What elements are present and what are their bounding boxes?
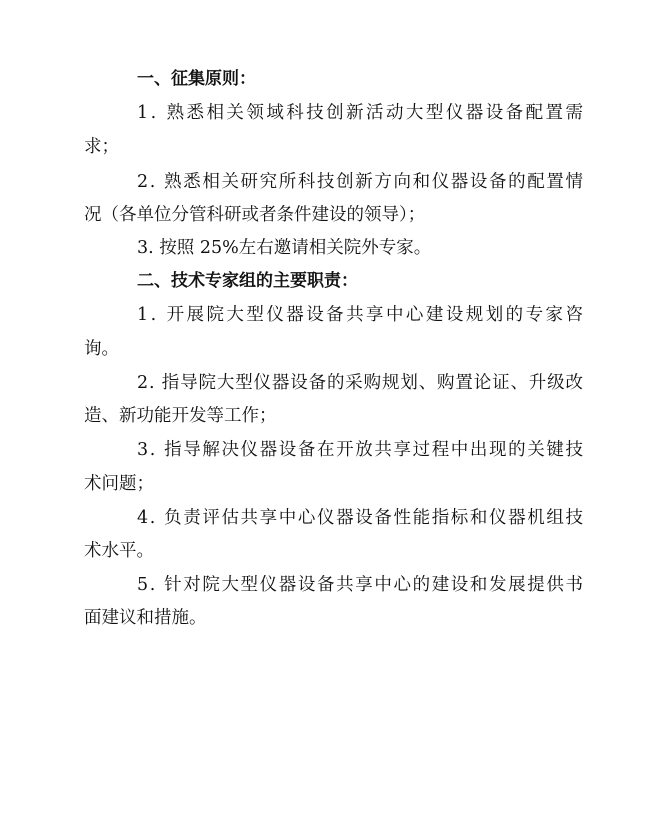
duty-item-2-line-1: 2. 指导院大型仪器设备的采购规划、购置论证、升级改 [137,373,584,393]
duty-item-4-line-2: 术水平。 [84,541,154,561]
duty-item-5-line-1: 5. 针对院大型仪器设备共享中心的建设和发展提供书 [137,575,585,595]
principle-item-2-line-2: 况（各单位分管科研或者条件建设的领导）； [84,205,426,225]
section-heading-duties: 二、技术专家组的主要职责： [137,271,358,291]
duty-item-1-line-2: 询。 [84,339,119,359]
duty-item-5-line-2: 面建议和措施。 [84,608,207,628]
duty-item-1-line-1: 1. 开展院大型仪器设备共享中心建设规划的专家咨 [137,305,586,325]
principle-item-1-line-2: 求； [84,137,119,157]
principle-item-3: 3. 按照 25%左右邀请相关院外专家。 [137,238,432,258]
duty-item-2-line-2: 造、新功能开发等工作； [84,406,277,426]
duty-item-3-line-2: 术问题； [84,474,154,494]
principle-item-2-line-1: 2. 熟悉相关研究所科技创新方向和仪器设备的配置情 [137,172,585,192]
principle-item-1-line-1: 1. 熟悉相关领域科技创新活动大型仪器设备配置需 [137,103,586,123]
duty-item-4-line-1: 4. 负责评估共享中心仪器设备性能指标和仪器机组技 [137,508,585,528]
duty-item-3-line-1: 3. 指导解决仪器设备在开放共享过程中出现的关键技 [137,440,585,460]
section-heading-principles: 一、征集原则： [137,69,256,89]
